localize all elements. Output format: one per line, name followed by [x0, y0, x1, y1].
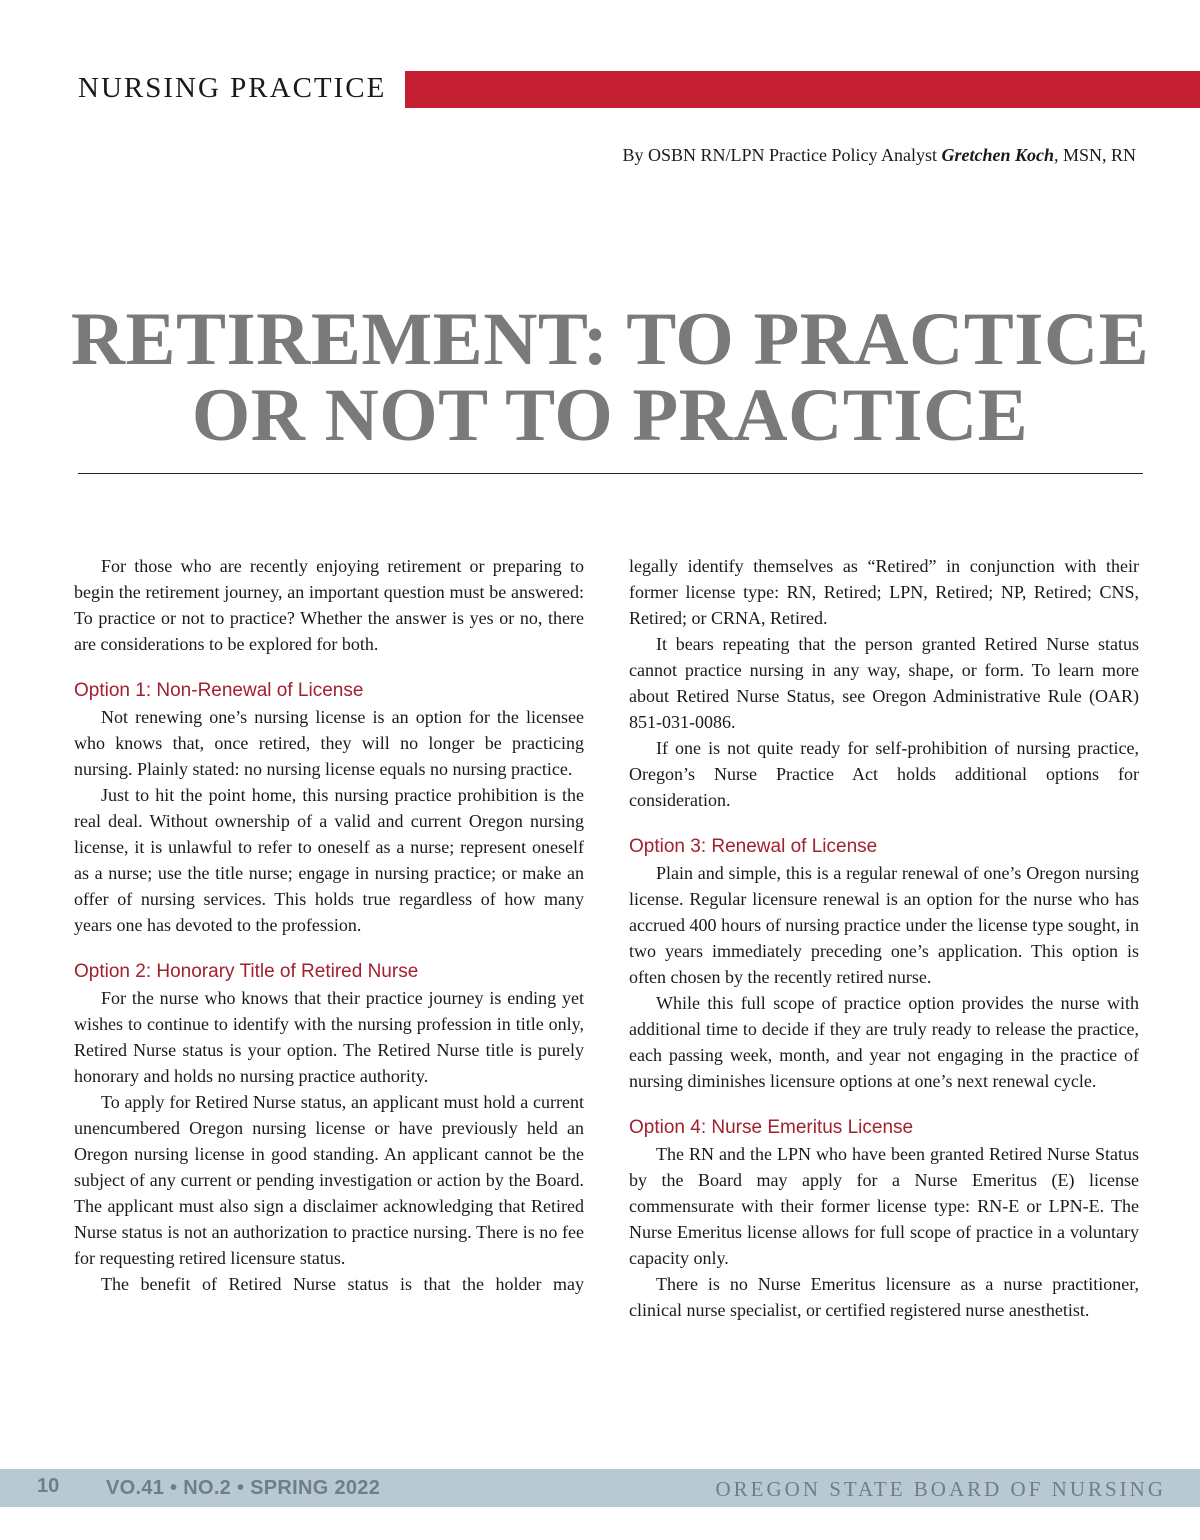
option2-paragraph-continued: legally identify themselves as “Retired” in conjunction with their former license type: RN, Retired; LPN, Retired; NP, Retired; CNS, Retired; or CRNA, Retired. — [629, 556, 1139, 628]
page-number: 10 — [37, 1475, 60, 1497]
byline-suffix: , MSN, RN — [1053, 145, 1136, 165]
article-title-line1: RETIREMENT: TO PRACTICE — [70, 298, 1150, 382]
section-label: NURSING PRACTICE — [78, 72, 387, 104]
option1-paragraph: Just to hit the point home, this nursing practice prohibition is the real deal. Without ownership of a valid and current Oregon nursing license, it is unlawful to refer to oneself as a nurse; represent oneself as a nurse; use the title nurse; engage in nursing practice; or make an offer of nursing services. This holds true regardless of how many years one has devoted to the profession. — [74, 785, 584, 935]
option2-paragraph: To apply for Retired Nurse status, an applicant must hold a current unencumbered Oregon nursing license or have previously held an Oregon nursing license in good standing. An applicant cannot be the subject of any current or pending investigation or action by the Board. The applicant must also sign a disclaimer acknowledging that Retired Nurse status is not an authorization to practice nursing. There is no fee for requesting retired licensure status. — [74, 1092, 584, 1268]
option3-paragraph: Plain and simple, this is a regular renewal of one’s Oregon nursing license. Regular licensure renewal is an option for the nurse who has accrued 400 hours of nursing practice under the license type sought, in two years immediately preceding one’s application. This option is often chosen by the recently retired nurse. — [629, 863, 1139, 987]
intro-paragraph: For those who are recently enjoying retirement or preparing to begin the retirement journey, an important question must be answered: To practice or not to practice? Whether the answer is yes or no, there are considerations to be explored for both. — [74, 556, 584, 654]
option4-paragraph: The RN and the LPN who have been granted Retired Nurse Status by the Board may apply for a Nurse Emeritus (E) license commensurate with their former license type: RN-E or LPN-E. The Nurse Emeritus license allows for full scope of practice in a voluntary capacity only. — [629, 1144, 1139, 1268]
option2-paragraph: The benefit of Retired Nurse status is that the holder may — [101, 1274, 584, 1294]
option2-paragraph: If one is not quite ready for self-prohibition of nursing practice, Oregon’s Nurse Practice Act holds additional options for consideration. — [629, 738, 1139, 810]
article-title-line2: OR NOT TO PRACTICE — [191, 374, 1029, 458]
option4-paragraph: There is no Nurse Emeritus licensure as a nurse practitioner, clinical nurse specialist, or certified registered nurse anesthetist. — [629, 1274, 1139, 1320]
byline-author: Gretchen Koch — [941, 145, 1054, 165]
byline — [622, 145, 1136, 166]
option3-heading: Option 3: Renewal of License — [629, 836, 878, 857]
option2-heading: Option 2: Honorary Title of Retired Nurse — [74, 961, 419, 982]
article-title — [60, 298, 1160, 458]
right-column — [629, 553, 1139, 1323]
option2-paragraph: It bears repeating that the person granted Retired Nurse status cannot practice nursing in any way, shape, or form. To learn more about Retired Nurse Status, see Oregon Administrative Rule (OAR) 851-031-0086. — [629, 634, 1139, 732]
issue-info: VO.41 • NO.2 • SPRING 2022 — [106, 1477, 381, 1499]
organization-name: OREGON STATE BOARD OF NURSING — [715, 1477, 1166, 1501]
header-accent-bar — [405, 71, 1200, 108]
byline-prefix: By OSBN RN/LPN Practice Policy Analyst — [622, 145, 942, 165]
title-divider — [78, 473, 1143, 474]
option3-paragraph: While this full scope of practice option provides the nurse with additional time to decide if they are truly ready to release the practice, each passing week, month, and year not engaging in the practice of nursing diminishes licensure options at one’s next renewal cycle. — [629, 993, 1139, 1091]
option1-paragraph: Not renewing one’s nursing license is an option for the licensee who knows that, once retired, they will no longer be practicing nursing. Plainly stated: no nursing license equals no nursing practice. — [74, 707, 584, 779]
option2-paragraph: For the nurse who knows that their practice journey is ending yet wishes to continue to identify with the nursing profession in title only, Retired Nurse status is your option. The Retired Nurse title is purely honorary and holds no nursing practice authority. — [74, 988, 584, 1086]
option4-heading: Option 4: Nurse Emeritus License — [629, 1117, 914, 1138]
left-column — [74, 553, 584, 1297]
option1-heading: Option 1: Non-Renewal of License — [74, 680, 364, 701]
